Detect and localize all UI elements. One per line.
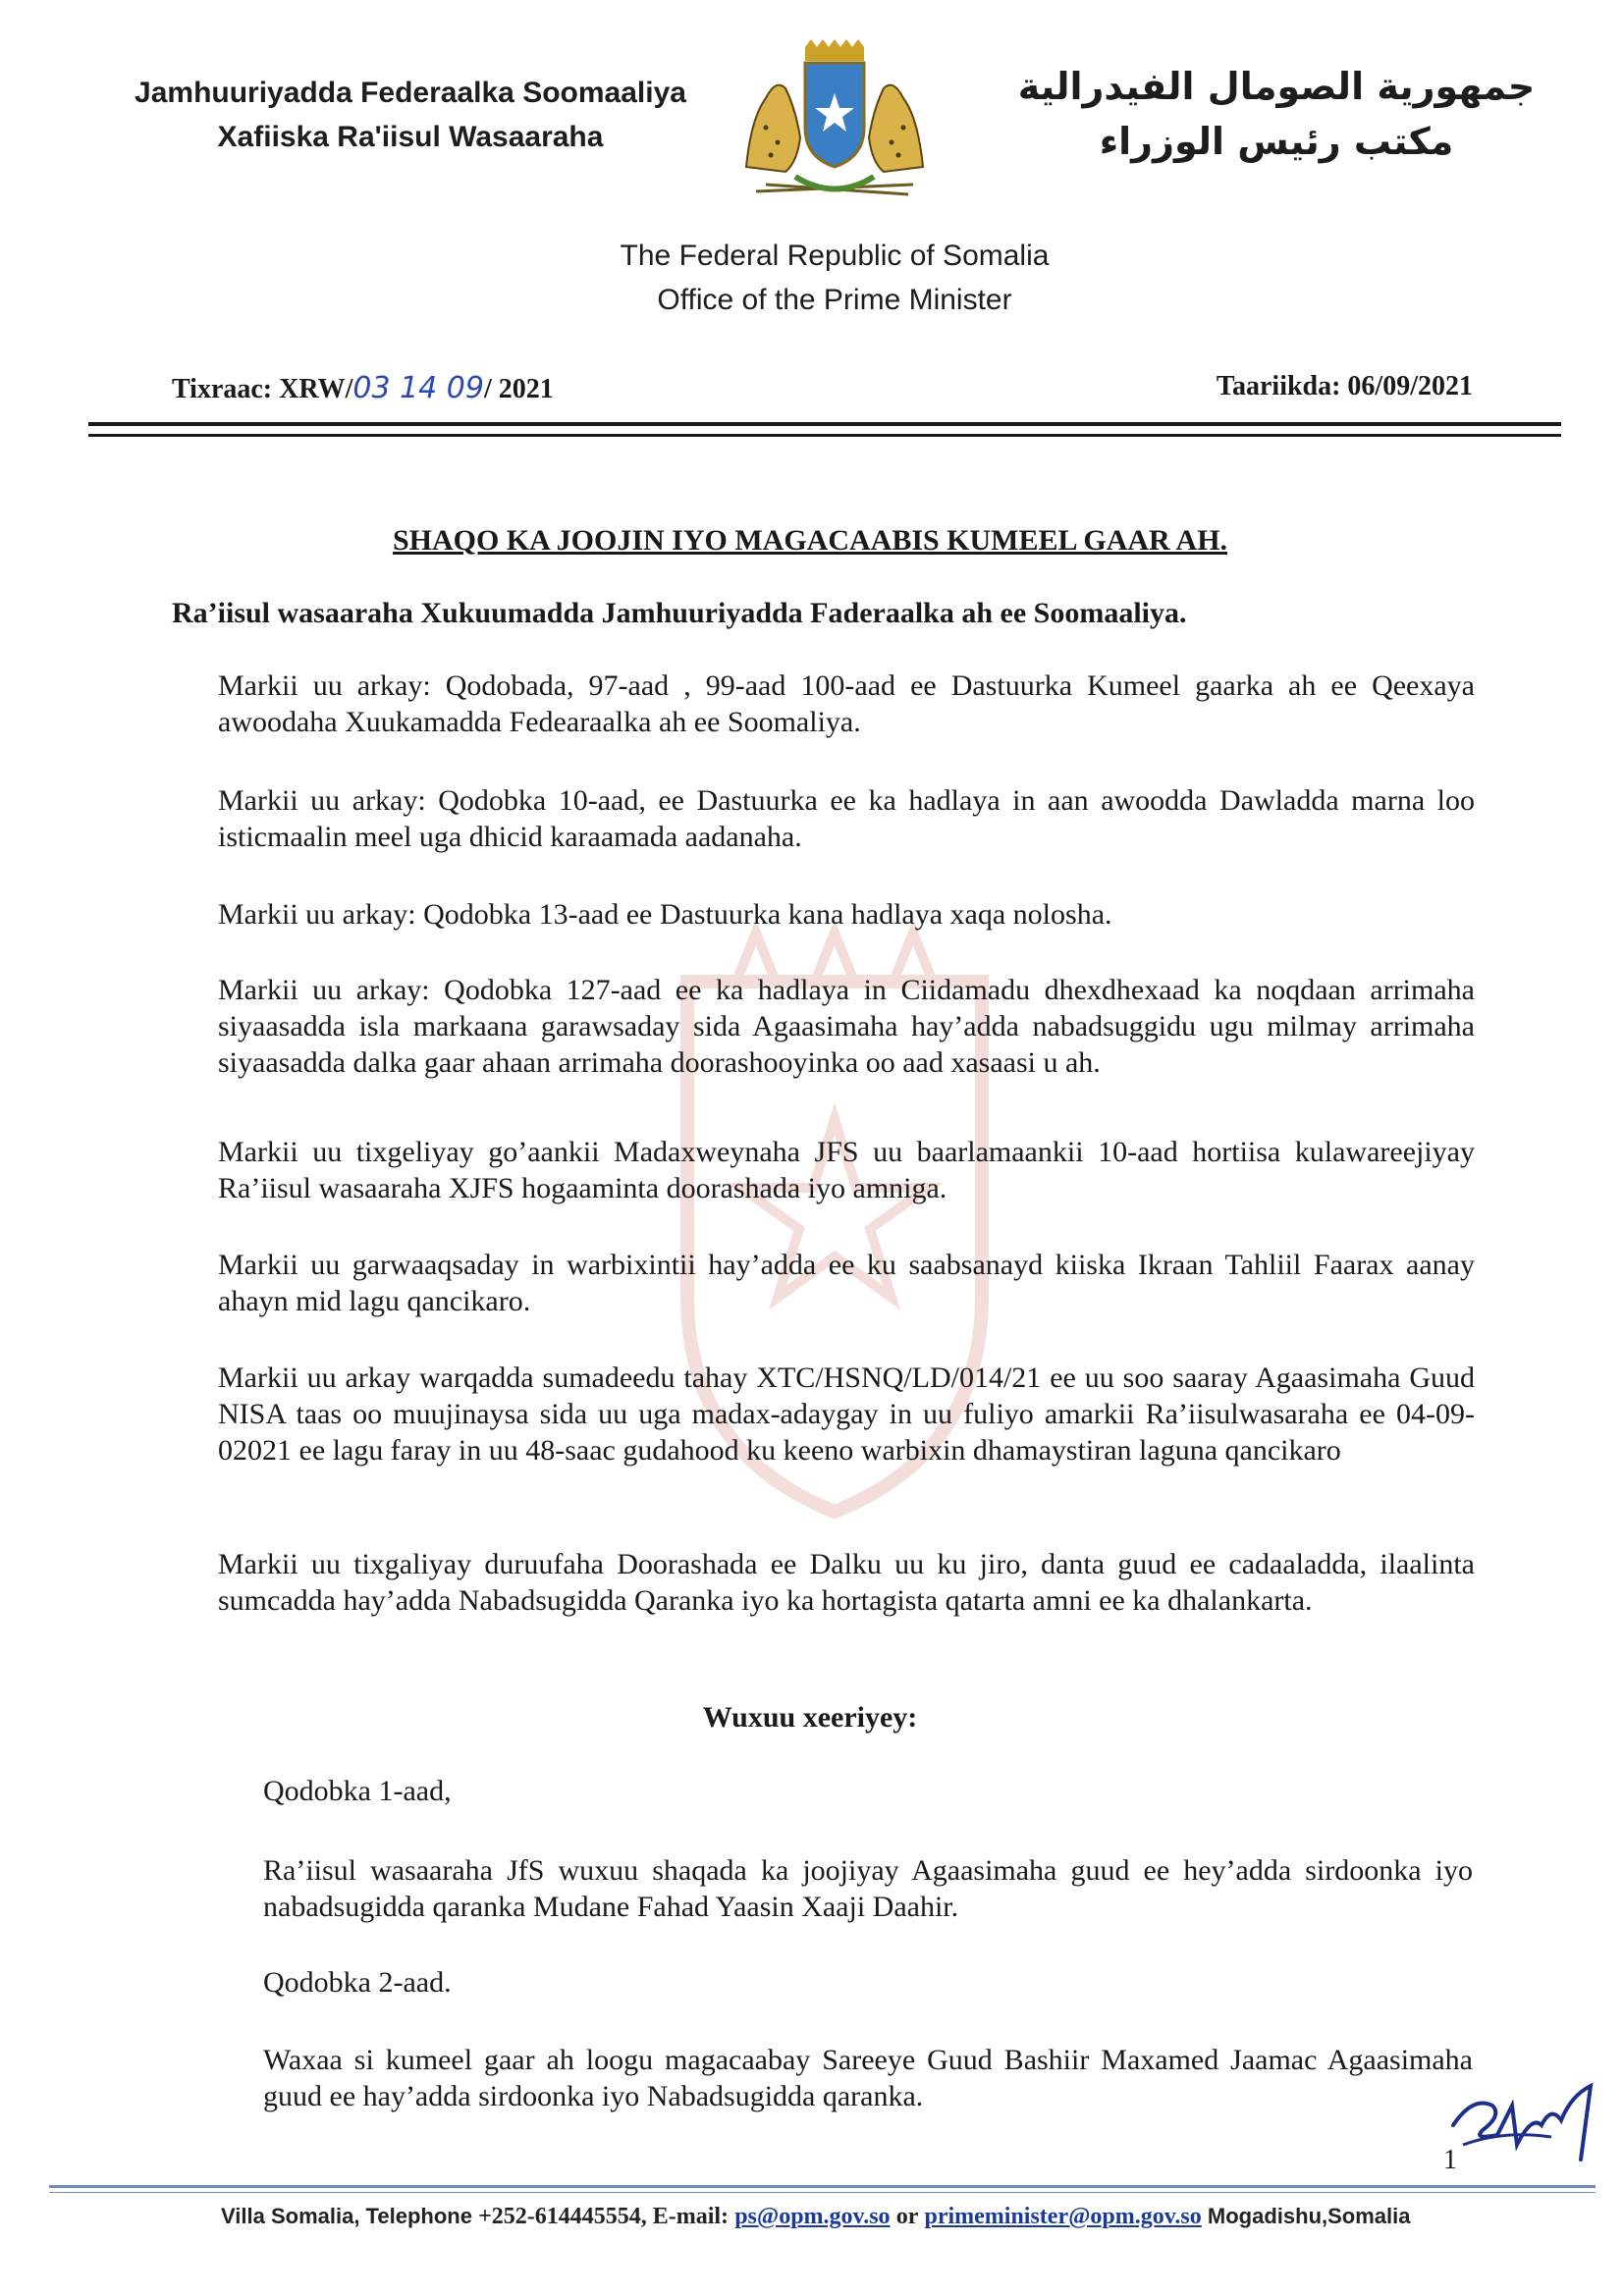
paragraph: Markii uu garwaaqsaday in warbixintii hay’adda ee ku saabsanayd kiiska Ikraan Tahliil Faarax aanay ahayn mid lagu qancikaro. [218,1249,1475,1317]
paragraph: Markii uu tixgaliyay duruufaha Doorashada ee Dalku uu ku jiro, danta guud ee cadaaladda, ilaalinta sumcadda hay’adda Nabadsugidda Qaranka iyo ka hortagista qatarta amni ee ka dhalankarta. [218,1548,1475,1617]
article-text: Ra’iisul wasaaraha JfS wuxuu shaqada ka joojiyay Agaasimaha guud ee hey’adda sirdoonka iyo nabadsugidda qaranka Mudane Fahad Yaasin Xaaji Daahir. [263,1854,1473,1923]
paragraph: Markii uu arkay: Qodobka 127-aad ee ka hadlaya in Ciidamadu dhexdhexaad ka noqdaan arrimaha siyaasadda isla markaana garawsaday sida Agaasimaha hay’adda nabadsuggidu ugu milmay arrimaha siyaasadda dalka gaar ahaan arrimaha doorashooyinka oo aad xasaasi u ah. [218,974,1475,1079]
document-title: SHAQO KA JOOJIN IYO MAGACAABIS KUMEEL GAAR AH. [392,524,1228,557]
footer-contact [221,2204,1497,2230]
article-heading: Qodobka 2-aad. [263,1966,452,1999]
footer-divider [49,2185,1596,2188]
header-divider-thick [88,422,1561,426]
reference-number [172,371,554,405]
letterhead-arabic-line2: مكتب رئيس الوزراء [1099,120,1454,163]
letterhead-arabic [1001,59,1551,169]
header-divider-thin [88,434,1561,437]
reference-handwritten: 03 14 09 [352,371,484,405]
addressee: Ra’iisul wasaaraha Xukuumadda Jamhuuriyadda Faderaalka ah ee Soomaaliya. [172,597,1187,629]
letterhead-somali [106,71,715,159]
footer-city: Mogadishu,Somalia [1207,2204,1411,2228]
letterhead-english-line1: The Federal Republic of Somalia [620,240,1050,272]
footer-email-ps-link[interactable]: ps@opm.gov.so [734,2204,891,2229]
paragraph: Markii uu arkay: Qodobada, 97-aad , 99-aad 100-aad ee Dastuurka Kumeel gaarka ah ee Qeexaya awoodaha Xuukamadda Fedearaalka ah ee Soomaliya. [218,669,1475,738]
footer-divider-thin [49,2192,1596,2193]
letterhead-somali-line1: Jamhuuriyadda Federaalka Soomaaliya [135,77,686,109]
footer-villa: Villa Somalia, Telephone [221,2204,472,2228]
article-heading: Qodobka 1-aad, [263,1775,452,1807]
article-text: Waxaa si kumeel gaar ah loogu magacaabay Sareeye Guud Bashiir Maxamed Jaamac Agaasimaha guud ee hay’adda sirdoonka iyo Nabadsugidda qaranka. [263,2044,1473,2112]
document-date: Taariikda: 06/09/2021 [1216,371,1473,401]
footer-phone: +252-614445554, E-mail: [478,2204,730,2229]
paragraph: Markii uu arkay warqadda sumadeedu tahay XTC/HSNQ/LD/014/21 ee uu soo saaray Agaasimaha Guud NISA taas oo muujinaysa sida uu uga madax-adaygay in uu fuliyo amarkii Ra’iisulwasaraha ee 04-09-02021 ee lagu faray in uu 48-saac gudahood ku keeno warbixin dhamaystiran laguna qancikaro [218,1362,1475,1467]
letterhead-english [491,234,1178,322]
letterhead-english-line2: Office of the Prime Minister [657,284,1012,316]
signature-icon [1443,2076,1620,2164]
reference-row [172,371,1473,410]
decision-heading: Wuxuu xeeriyey: [702,1701,918,1734]
reference-prefix: Tixraac: XRW/ [172,374,353,404]
letterhead-arabic-line1: جمهورية الصومال الفيدرالية [1017,65,1536,108]
paragraph: Markii uu arkay: Qodobka 13-aad ee Dastuurka kana hadlaya xaqa nolosha. [218,898,1112,931]
reference-suffix: / 2021 [483,374,554,404]
letterhead-somali-line2: Xafiiska Ra'iisul Wasaaraha [217,121,604,153]
paragraph: Markii uu arkay: Qodobka 10-aad, ee Dastuurka ee ka hadlaya in aan awoodda Dawladda marna loo isticmaalin meel uga dhicid karaamada aadanaha. [218,784,1475,853]
footer-email-pm-link[interactable]: primeminister@opm.gov.so [924,2204,1202,2229]
page-number: 1 [1443,2145,1457,2175]
footer-or: or [895,2204,919,2229]
paragraph: Markii uu tixgeliyay go’aankii Madaxweynaha JFS uu baarlamaankii 10-aad hortiisa kulawareejiyay Ra’iisul wasaaraha XJFS hogaaminta doorashada iyo amniga. [218,1136,1475,1204]
coat-of-arms-icon [727,39,943,206]
